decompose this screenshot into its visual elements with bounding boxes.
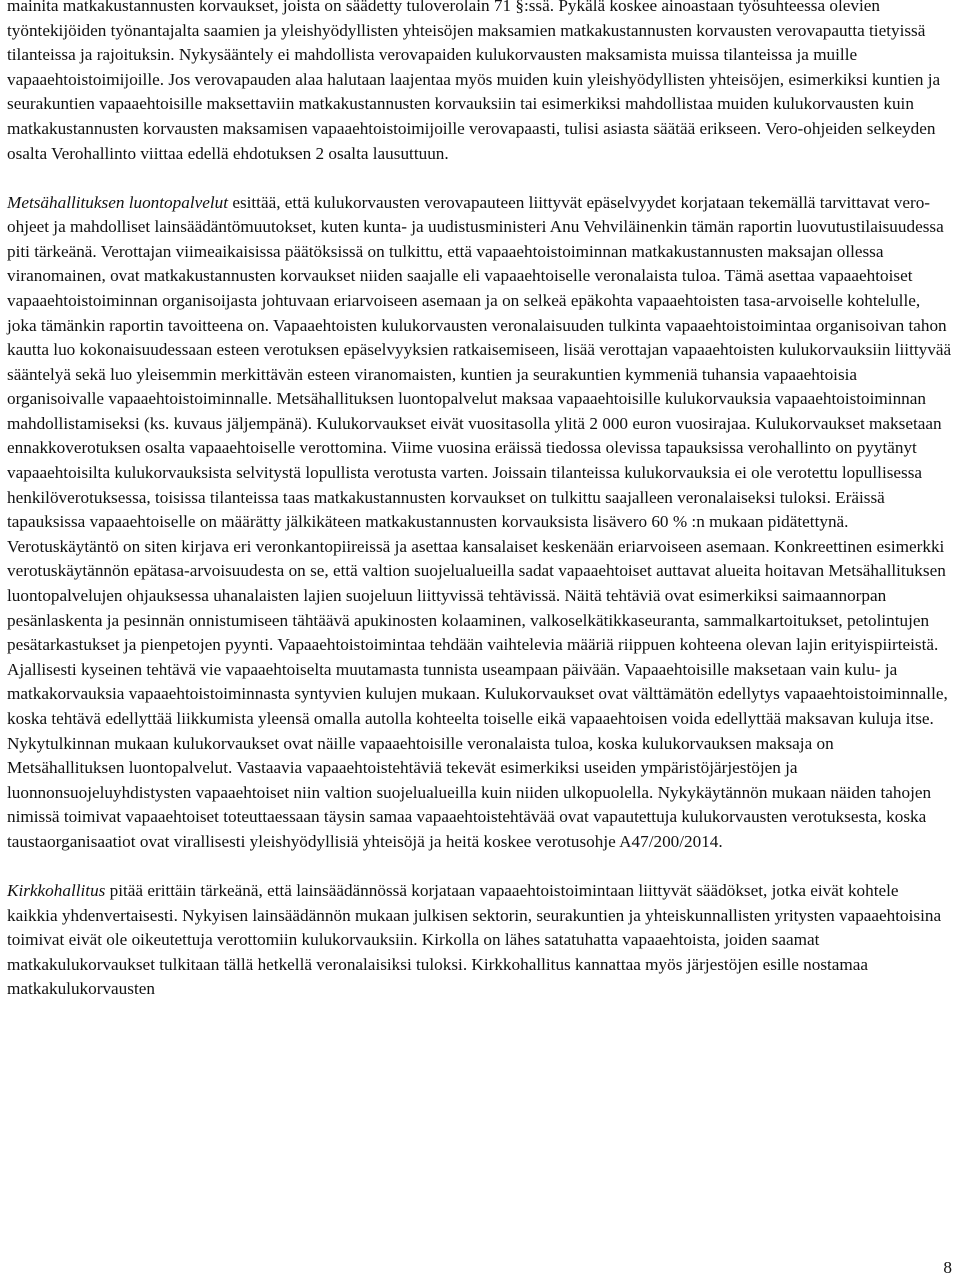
page-number: 8 [943,1258,952,1277]
paragraph-lead: Kirkkohallitus [7,880,106,900]
paragraph-text: pitää erittäin tärkeänä, että lainsäädännössä korjataan vapaaehtoistoimintaan liittyvät säädökset, jotka eivät kohtele kaikkia yhdenvertaisesti. Nykyisen lainsäädännön mukaan julkisen sektorin, seurakuntien ja yhteiskunnallisten yritysten vapaaehtoisina toimivat eivät ole oikeutettuja verottomiin kulukorvauksiin. Kirkolla on lähes satatuhatta vapaaehtoista, joiden saamat matkakulukorvaukset tulkitaan tällä hetkellä veronalaisiksi tuloksi. Kirkkohallitus kannattaa myös järjestöjen esille nostamaa matkakulukorvausten [7,880,942,999]
paragraph-text: mainita matkakustannusten korvaukset, joista on säädetty tuloverolain 71 §:ssä. Pykälä koskee ainoastaan työsuhteessa olevien työntekijöiden työnantajalta saamien ja yleishyödyllisten yhteisöjen maksamien matkakustannusten korvausten verovapautta tietyissä tilanteissa ja rajoituksin. Nykysääntely ei mahdollista verovapaiden kulukorvausten maksamista muissa tilanteissa ja muille vapaaehtoistoimijoille. Jos verovapauden alaa halutaan laajentaa myös muiden kuin yleishyödyllisten yhteisöjen, esimerkiksi kuntien ja seurakuntien vapaaehtoisille maksettaviin matkakustannusten korvauksiin tai esimerkiksi mahdollistaa muiden kulukorvausten kuin matkakustannusten korvausten maksamisen vapaaehtoistoimijoille verovapaasti, tulisi asiasta säätää erikseen. Vero-ohjeiden selkeyden osalta Verohallinto viittaa edellä ehdotuksen 2 osalta lausuttuun. [7,0,941,163]
paragraph-kirkkohallitus [7,879,953,1002]
document-page [7,0,953,1002]
paragraph-verohallinto [7,0,953,166]
paragraph-text: esittää, että kulukorvausten verovapauteen liittyvät epäselvyydet korjataan tekemällä tarvittavat vero-ohjeet ja mahdolliset lainsäädäntömuutokset, kuten kunta- ja uudistusministeri Anu Vehviläinenkin tämän raportin luovutustilaisuudessa piti tärkeänä. Verottajan viimeaikaisissa päätöksissä on tulkittu, että vapaaehtoistoiminnan matkakustannusten maksajan ollessa viranomainen, ovat matkakustannusten korvaukset niiden saajalle eli vapaaehtoiselle veronalaista tuloa. Tämä asettaa vapaaehtoiset vapaaehtoistoiminnan organisoijasta johtuvaan eriarvoiseen asemaan ja on selkeä epäkohta vapaaehtoisten tasa-arvoiselle kohtelulle, joka tämänkin raportin tavoitteena on. Vapaaehtoisten kulukorvausten veronalaisuuden tulkinta vapaaehtoistoimintaa organisoivan tahon kautta luo kokonaisuudessaan esteen verotuksen epäselvyyksien ratkaisemiseen, lisää verottajan vapaaehtoisten kulukorvauksiin liittyvää sääntelyä sekä luo yleisemmin merkittävän esteen viranomaisten, kuntien ja seurakuntien kymmeniä tuhansia vapaaehtoisia organisoivalle vapaaehtoistoiminnalle. Metsähallituksen luontopalvelut maksaa vapaaehtoisille kulukorvauksia vapaaehtoistoiminnan mahdollistamiseksi (ks. kuvaus jäljempänä). Kulukorvaukset eivät vuositasolla ylitä 2 000 euron vuosirajaa. Kulukorvaukset maksetaan ennakkoverotuksen osalta vapaaehtoiselle verottomina. Viime vuosina eräissä tiedossa olevissa tapauksissa verohallinto on pyytänyt vapaaehtoisilta kulukorvauksista selvitystä lopullista verotusta varten. Joissain tilanteissa kulukorvauksia ei ole verotettu lopullisessa henkilöverotuksessa, toisissa tilanteissa taas matkakustannusten korvaukset on tulkittu saajalleen veronalaiseksi tuloksi. Eräissä tapauksissa vapaaehtoiselle on määrätty jälkikäteen matkakustannusten korvauksista lisävero 60 % :n mukaan pidätettynä. Verotuskäytäntö on siten kirjava eri veronkantopiireissä ja asettaa kansalaiset keskenään eriarvoiseen asemaan. Konkreettinen esimerkki verotuskäytännön epätasa-arvoisuudesta on se, että valtion suojelualueilla sadat vapaaehtoiset auttavat alueita hoitavan Metsähallituksen luontopalvelujen ohjauksessa uhanalaisten lajien suojeluun liittyvissä tehtävissä. Näitä tehtäviä ovat esimerkiksi saimaannorpan pesänlaskenta ja pesinnän onnistumiseen tähtäävä apukinosten kolaaminen, valkoselkätikkaseuranta, sammalkartoitukset, petolintujen pesätarkastukset ja pienpetojen pyynti. Vapaaehtoistoimintaa tehdään vaihtelevia määriä riippuen kohteena olevan lajin erityispiirteistä. Ajallisesti kyseinen tehtävä vie vapaaehtoiselta muutamasta tunnista useampaan päivään. Vapaaehtoisille maksetaan vain kulu- ja matkakorvauksia vapaaehtoistoiminnasta syntyvien kulujen mukaan. Kulukorvaukset ovat välttämätön edellytys vapaaehtoistoiminnalle, koska tehtävä edellyttää liikkumista yleensä omalla autolla kohteelta toiselle eikä vapaaehtoisen voida edellyttää maksavan kuluja itse. Nykytulkinnan mukaan kulukorvaukset ovat näille vapaaehtoisille veronalaista tuloa, koska kulukorvauksen maksaja on Metsähallituksen luontopalvelut. Vastaavia vapaaehtoistehtäviä tekevät esimerkiksi useiden ympäristöjärjestöjen ja luonnonsuojeluyhdistysten vapaaehtoiset niin valtion suojelualueilla kuin niiden ulkopuolella. Nykykäytännön mukaan näiden tahojen nimissä toimivat vapaaehtoiset toteuttaessaan täysin samaa vapaaehtoistehtävää ovat vapautettuja kulukorvausten verotuksesta, koska taustaorganisaatiot ovat virallisesti yleishyödyllisiä yhteisöjä ja heitä koskee verotusohje A47/200/2014. [7,192,952,851]
paragraph-metsahallitus [7,191,953,855]
paragraph-lead: Metsähallituksen luontopalvelut [7,192,229,212]
